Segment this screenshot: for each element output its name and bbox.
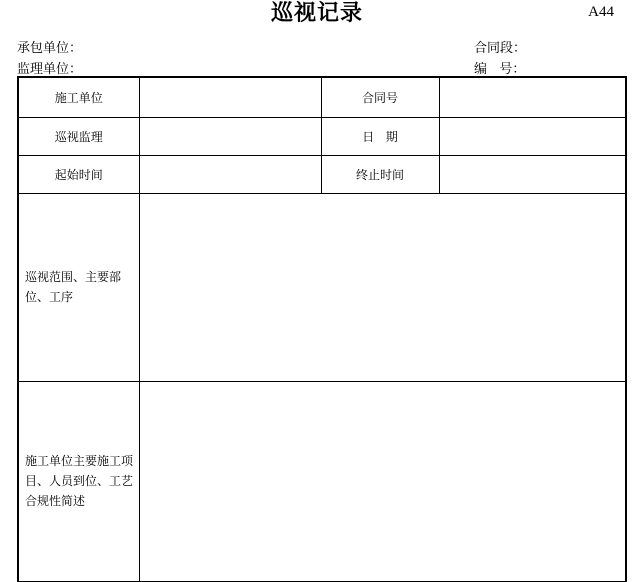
end-time-field[interactable]	[439, 155, 626, 193]
table-row	[18, 77, 626, 117]
date-field[interactable]	[439, 117, 626, 155]
table-row	[18, 193, 626, 381]
construction-unit-field[interactable]	[139, 77, 321, 117]
document-title: 巡视记录	[270, 0, 363, 26]
patrol-scope-label: 巡视范围、主要部位、工序	[18, 193, 139, 381]
table-row	[18, 381, 626, 581]
contract-section-label: 合同段：	[474, 41, 527, 56]
construction-unit-label: 施工单位	[18, 77, 139, 117]
start-time-field[interactable]	[139, 155, 321, 193]
patrol-supervisor-field[interactable]	[139, 117, 321, 155]
construction-summary-field[interactable]	[139, 381, 626, 581]
construction-summary-label: 施工单位主要施工项目、人员到位、工艺合规性简述	[18, 381, 139, 581]
start-time-label: 起始时间	[18, 155, 139, 193]
patrol-scope-field[interactable]	[139, 193, 626, 381]
table-row	[18, 117, 626, 155]
form-code: A44	[588, 4, 614, 20]
table-row	[18, 155, 626, 193]
end-time-label: 终止时间	[321, 155, 439, 193]
contract-number-field[interactable]	[439, 77, 626, 117]
contract-number-label: 合同号	[321, 77, 439, 117]
contractor-label: 承包单位：	[17, 41, 83, 56]
number-label: 编 号：	[474, 62, 526, 77]
date-label: 日 期	[321, 117, 439, 155]
supervisor-label: 监理单位：	[17, 62, 83, 77]
patrol-supervisor-label: 巡视监理	[18, 117, 139, 155]
patrol-record-table	[17, 76, 627, 582]
